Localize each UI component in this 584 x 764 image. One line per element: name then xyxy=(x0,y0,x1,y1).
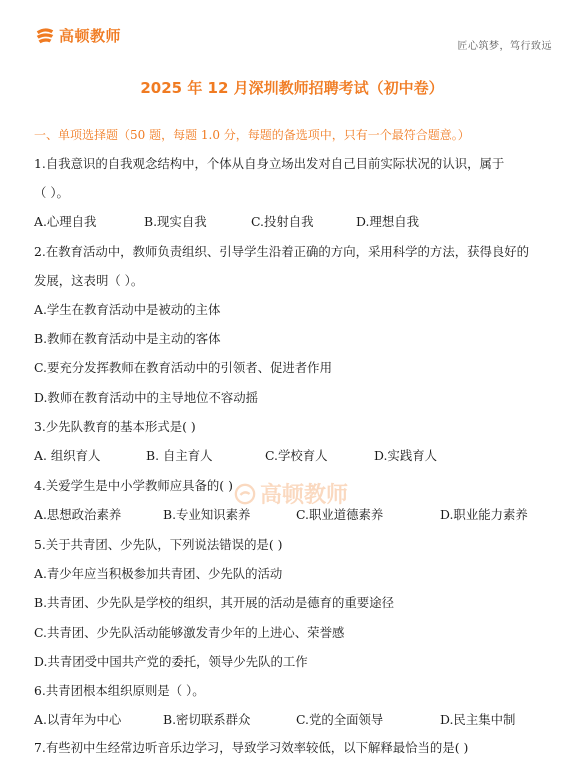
question-5-stem: 5.关于共青团、少先队，下列说法错误的是( ) xyxy=(34,537,283,552)
section-heading: 一、单项选择题（50 题，每题 1.0 分，每题的备选项中，只有一个最符合题意。） xyxy=(34,128,470,142)
question-4-stem: 4.关爱学生是中小学教师应具备的( ) xyxy=(34,478,233,493)
question-3-stem: 3.少先队教育的基本形式是( ) xyxy=(34,419,196,434)
question-6-option-d: D.民主集中制 xyxy=(440,712,516,727)
question-3-option-b: B. 自主育人 xyxy=(146,448,213,463)
question-1-option-c: C.投射自我 xyxy=(251,214,314,229)
question-5-option-b: B.共青团、少先队是学校的组织，其开展的活动是德育的重要途径 xyxy=(34,595,394,610)
question-5-option-a: A.青少年应当积极参加共青团、少先队的活动 xyxy=(34,566,283,581)
question-2-option-a: A.学生在教育活动中是被动的主体 xyxy=(34,302,221,317)
question-2-stem-cont: 发展，这表明（ ）。 xyxy=(34,273,144,288)
question-6-option-c: C.党的全面领导 xyxy=(296,712,384,727)
question-6-option-b: B.密切联系群众 xyxy=(163,712,251,727)
question-5-option-c: C.共青团、少先队活动能够激发青少年的上进心、荣誉感 xyxy=(34,625,345,640)
logo xyxy=(34,24,121,46)
question-3-option-d: D.实践育人 xyxy=(374,448,437,463)
question-3-option-a: A. 组织育人 xyxy=(34,448,101,463)
logo-text: 高顿教师 xyxy=(59,26,122,45)
question-2-option-c: C.要充分发挥教师在教育活动中的引领者、促进者作用 xyxy=(34,360,332,375)
question-1-option-d: D.理想自我 xyxy=(356,214,419,229)
question-4-option-d: D.职业能力素养 xyxy=(440,507,528,522)
question-1-option-b: B.现实自我 xyxy=(144,214,207,229)
question-3-option-c: C.学校育人 xyxy=(265,448,328,463)
page-title: 2025 年 12 月深圳教师招聘考试（初中卷） xyxy=(140,79,444,97)
logo-mark-icon xyxy=(34,24,56,46)
slogan: 匠心筑梦，笃行致远 xyxy=(457,41,552,52)
question-7-stem: 7.有些初中生经常边听音乐边学习，导致学习效率较低，以下解释最恰当的是( ) xyxy=(34,740,469,755)
question-2-option-d: D.教师在教育活动中的主导地位不容动摇 xyxy=(34,390,259,405)
question-4-option-c: C.职业道德素养 xyxy=(296,507,384,522)
question-5-option-d: D.共青团受中国共产党的委托，领导少先队的工作 xyxy=(34,654,308,669)
watermark xyxy=(234,478,348,509)
watermark-text: 高顿教师 xyxy=(260,483,349,508)
question-4-option-b: B.专业知识素养 xyxy=(163,507,251,522)
question-4-option-a: A.思想政治素养 xyxy=(34,507,122,522)
question-6-stem: 6.共青团根本组织原则是（ ）。 xyxy=(34,683,205,698)
watermark-logo-icon xyxy=(234,483,256,505)
question-2-option-b: B.教师在教育活动中是主动的客体 xyxy=(34,331,221,346)
page-header xyxy=(0,0,584,62)
question-2-stem: 2.在教育活动中，教师负责组织、引导学生沿着正确的方向，采用科学的方法，获得良好的 xyxy=(34,244,530,259)
question-1-option-a: A.心理自我 xyxy=(34,214,97,229)
question-1-stem: 1.自我意识的自我观念结构中，个体从自身立场出发对自己目前实际状况的认识，属于 xyxy=(34,156,505,171)
question-1-stem-cont: （ ）。 xyxy=(34,185,69,200)
question-6-option-a: A.以青年为中心 xyxy=(34,712,122,727)
